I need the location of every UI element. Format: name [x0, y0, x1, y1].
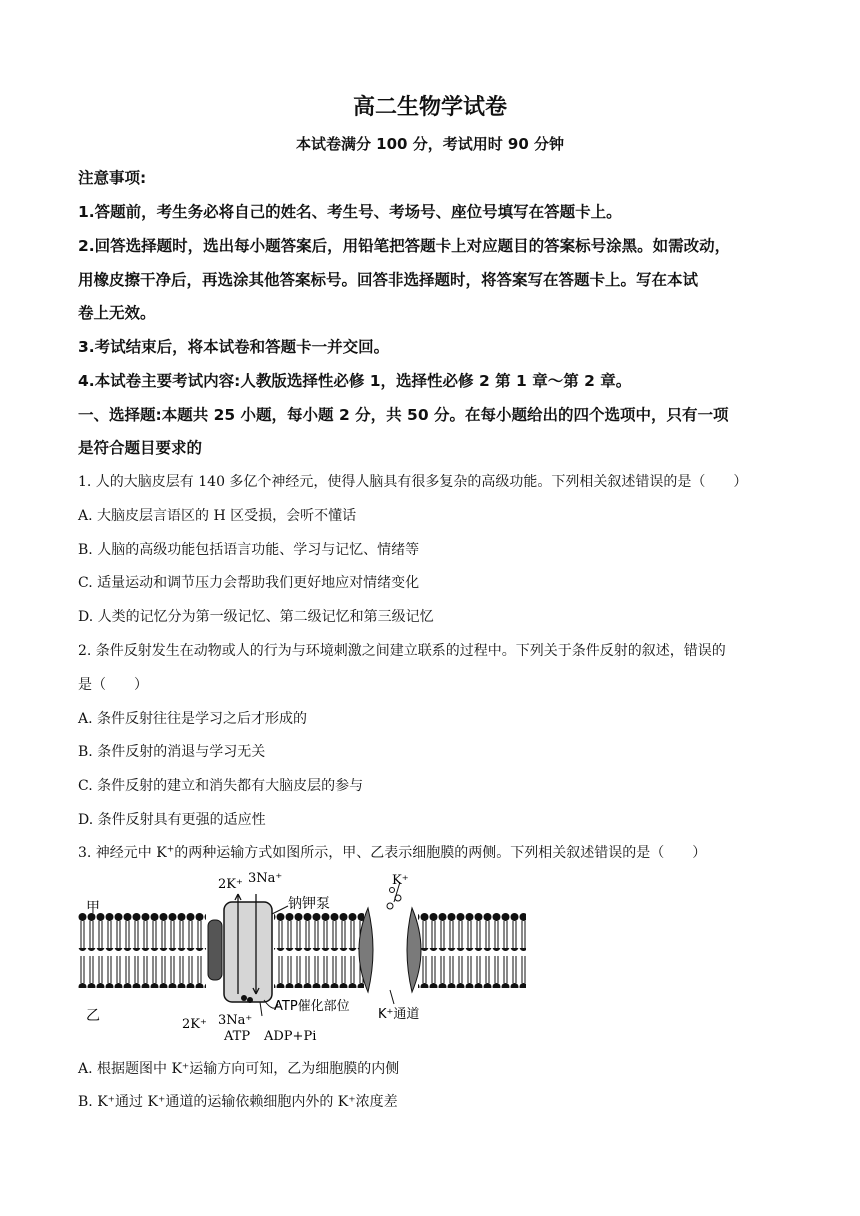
- page-title: 高二生物学试卷: [352, 95, 507, 120]
- superscript-plus: +: [166, 844, 175, 855]
- question-stem: [78, 842, 706, 862]
- question-stem: 2. 条件反射发生在动物或人的行为与环境刺激之间建立联系的过程中。下列关于条件反射的叙述，错误的: [78, 643, 726, 659]
- option-b: B. K⁺通过 K⁺通道的运输依赖细胞内外的 K⁺浓度差: [78, 1094, 398, 1110]
- notice-item: 卷上无效。: [78, 304, 156, 322]
- side-yi-label: 乙: [86, 1008, 100, 1024]
- option-d: D. 人类的记忆分为第一级记忆、第二级记忆和第三级记忆: [78, 609, 434, 625]
- atp-label: ATP: [224, 1029, 251, 1044]
- exam-subtitle: 本试卷满分 100 分，考试用时 90 分钟: [295, 135, 565, 153]
- option-a: A. 根据题图中 K⁺运输方向可知，乙为细胞膜的内侧: [78, 1061, 400, 1077]
- option-d: D. 条件反射具有更强的适应性: [78, 812, 266, 828]
- lipid-bilayer: [78, 912, 526, 988]
- question-stem: 1. 人的大脑皮层有 140 多亿个神经元，使得人脑具有很多复杂的高级功能。下列相关叙述错误的是（ ）: [78, 474, 748, 490]
- bottom-k-label: 2K⁺: [182, 1017, 207, 1032]
- adp-label: ADP+Pi: [264, 1029, 317, 1044]
- option-c: C. 条件反射的建立和消失都有大脑皮层的参与: [78, 778, 364, 794]
- notice-item: 3.考试结束后，将本试卷和答题卡一并交回。: [78, 338, 390, 356]
- option-b: B. 人脑的高级功能包括语言功能、学习与记忆、情绪等: [78, 542, 420, 558]
- stem-part: 3. 神经元中 K: [78, 845, 167, 861]
- notice-item: 2.回答选择题时，选出每小题答案后，用铅笔把答题卡上对应题目的答案标号涂黑。如需改动，: [78, 237, 731, 255]
- channel-ion-label: K⁺: [392, 873, 409, 888]
- membrane-protein: [208, 920, 222, 980]
- notice-item: 1.答题前，考生务必将自己的姓名、考生号、考场号、座位号填写在答题卡上。: [78, 203, 622, 221]
- notice-item: 4.本试卷主要考试内容:人教版选择性必修 1，选择性必修 2 第 1 章～第 2 章。: [78, 372, 632, 390]
- option-c: C. 适量运动和调节压力会帮助我们更好地应对情绪变化: [78, 575, 420, 591]
- top-na-label: 3Na⁺: [248, 872, 283, 886]
- sodium-potassium-pump: [224, 902, 272, 1002]
- bottom-na-label: 3Na⁺: [218, 1013, 253, 1028]
- option-a: A. 大脑皮层言语区的 H 区受损，会听不懂话: [78, 508, 357, 524]
- stem-part: 的两种运输方式如图所示，甲、乙表示细胞膜的两侧。下列相关叙述错误的是（ ）: [174, 845, 707, 861]
- section-heading: 一、选择题:本题共 25 小题，每小题 2 分，共 50 分。在每小题给出的四个选项中，只有一项: [78, 406, 729, 424]
- section-heading-cont: 是符合题目要求的: [78, 439, 203, 457]
- membrane-transport-diagram: [78, 872, 528, 1047]
- option-b: B. 条件反射的消退与学习无关: [78, 744, 266, 760]
- atp-site-label: ATP催化部位: [274, 999, 350, 1014]
- side-jia-label: 甲: [86, 900, 100, 916]
- question-stem-cont: 是（ ）: [78, 677, 148, 693]
- k-channel-label: K⁺通道: [378, 1007, 420, 1022]
- top-k-label: 2K⁺: [218, 877, 243, 892]
- notice-heading: 注意事项:: [78, 169, 147, 187]
- pump-label: 钠钾泵: [288, 896, 330, 912]
- notice-item: 用橡皮擦干净后，再选涂其他答案标号。回答非选择题时，将答案写在答题卡上。写在本试: [78, 271, 699, 289]
- option-a: A. 条件反射往往是学习之后才形成的: [78, 711, 308, 727]
